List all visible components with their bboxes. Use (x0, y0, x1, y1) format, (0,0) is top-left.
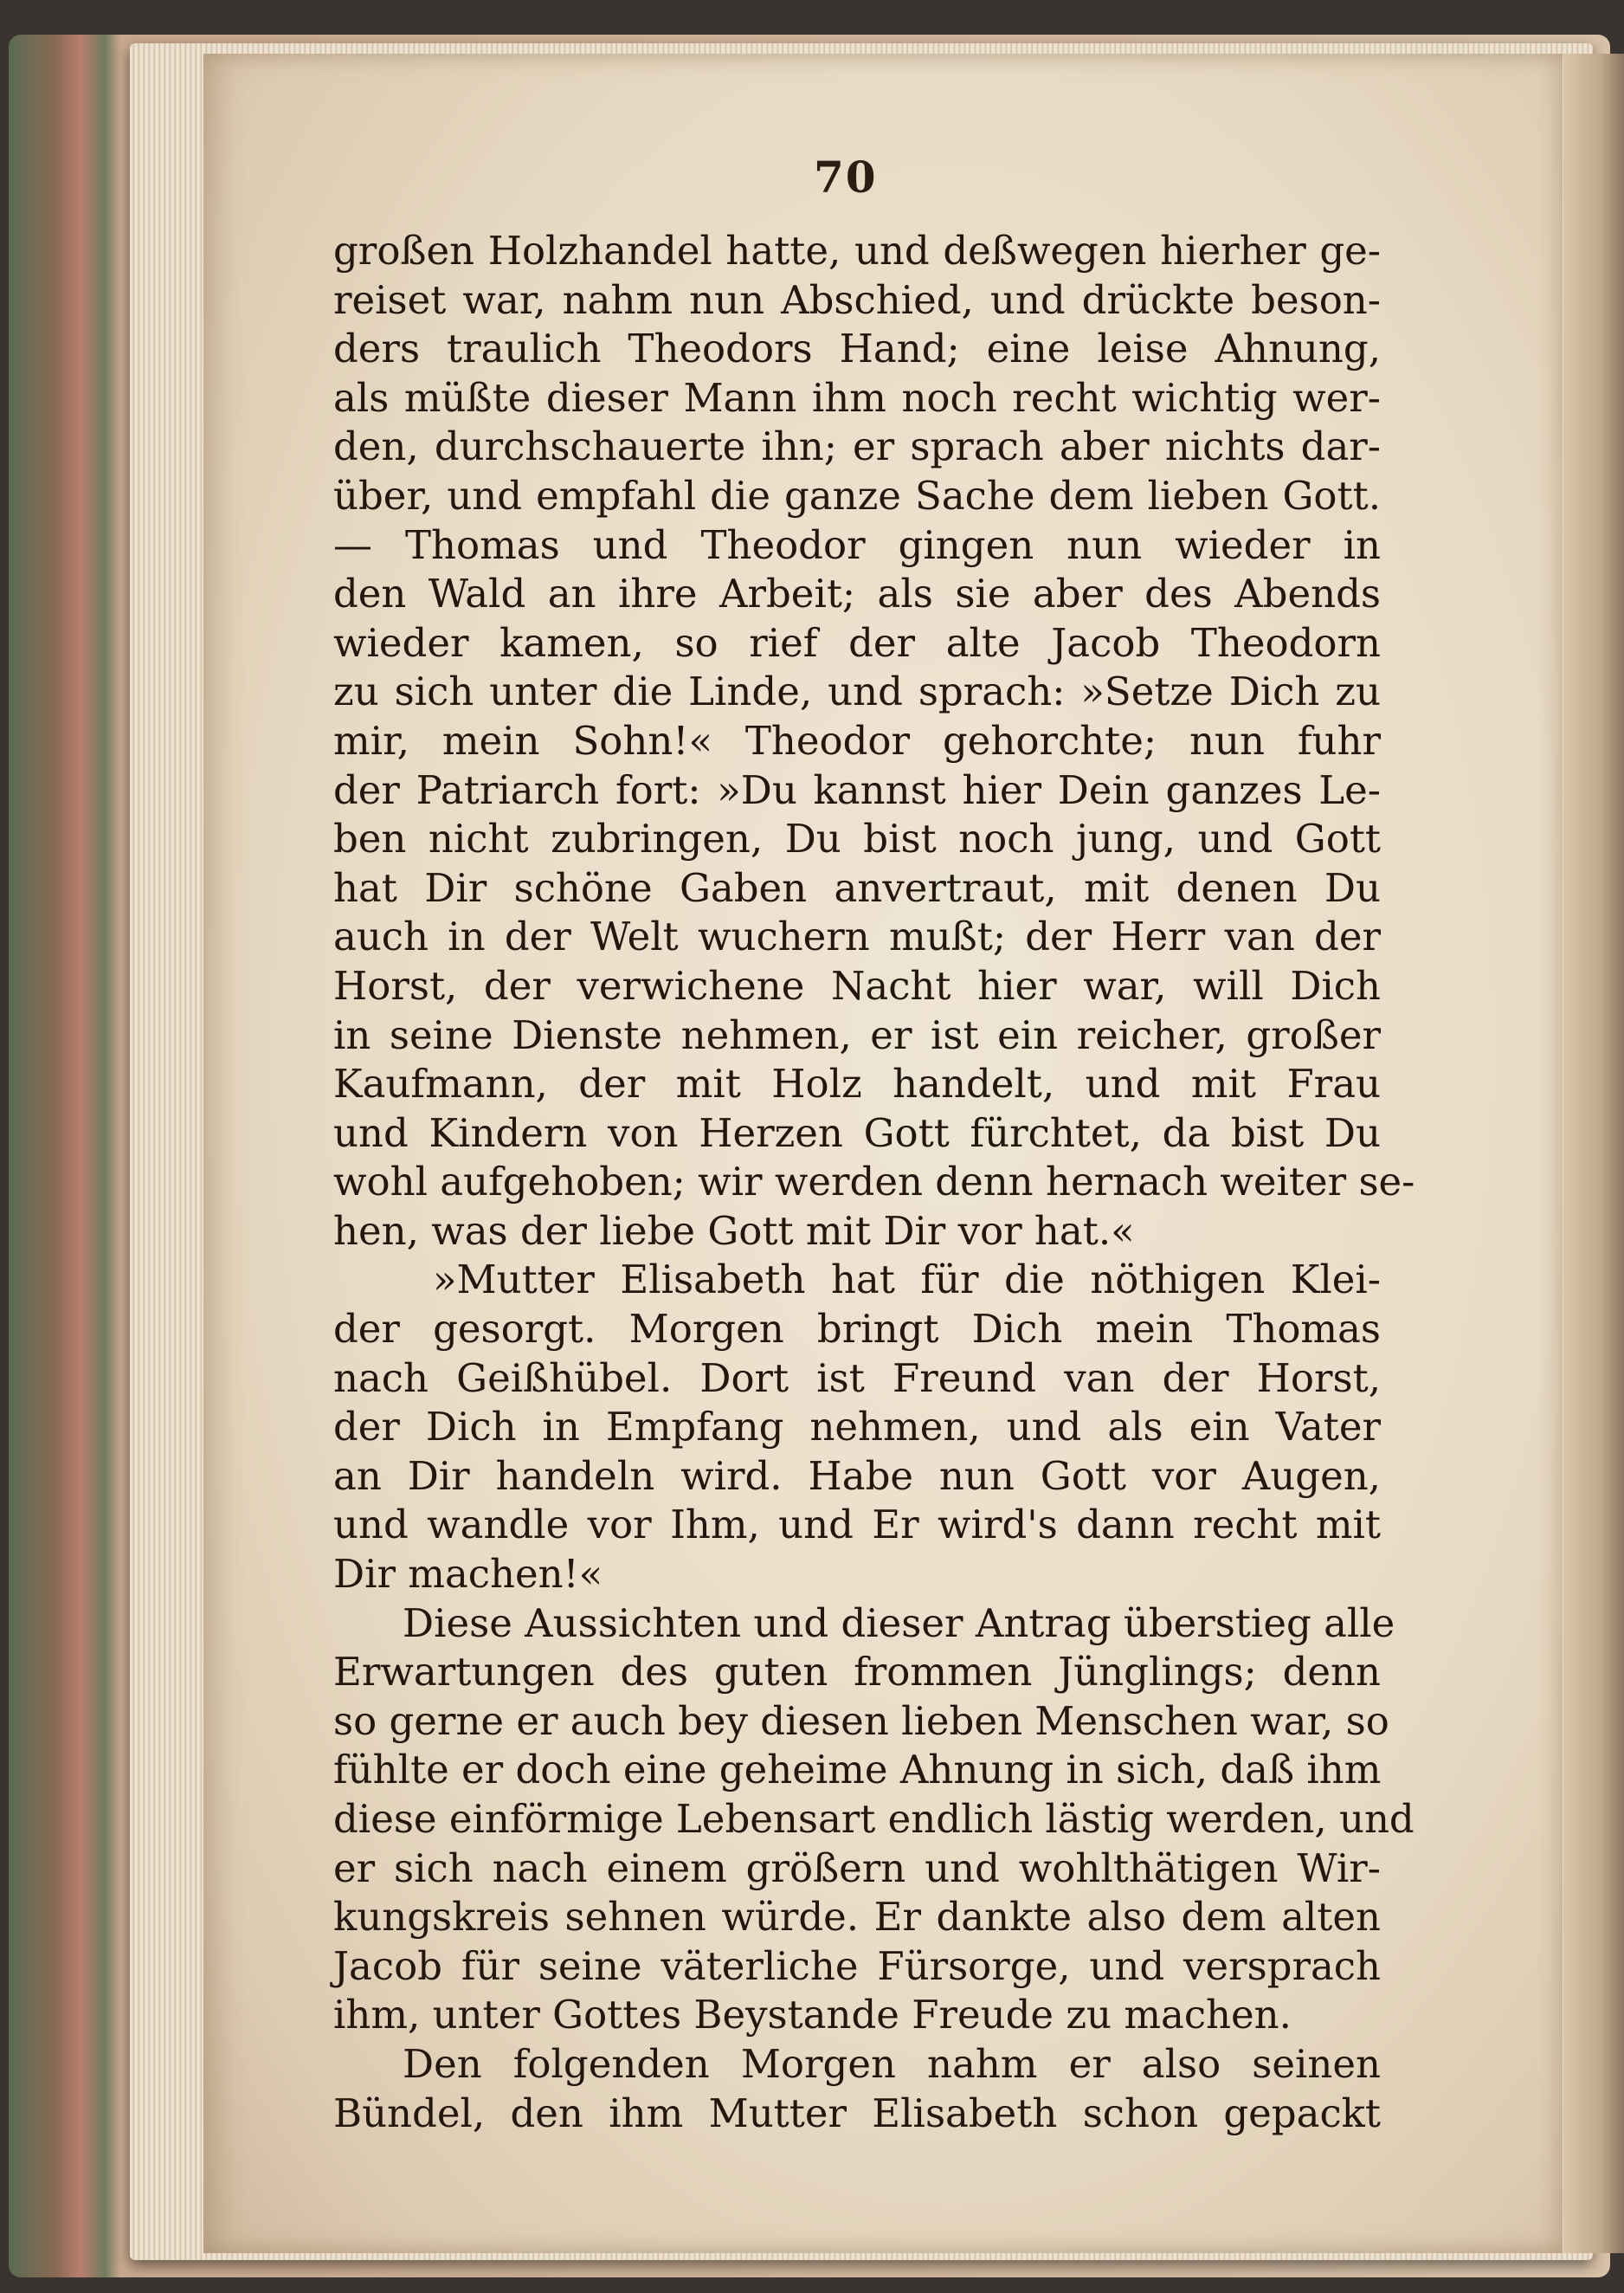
text-line: in seine Dienste nehmen, er ist ein reicher, großer (333, 1011, 1381, 1058)
text-line: über, und empfahl die ganze Sache dem lieben Gott. (333, 472, 1381, 519)
text-line: Kaufmann, der mit Holz handelt, und mit Frau (333, 1061, 1381, 1108)
text-line: mir, mein Sohn!« Theodor gehorchte; nun fuhr (333, 717, 1381, 764)
text-line: — Thomas und Theodor gingen nun wieder in (333, 521, 1381, 568)
text-line: so gerne er auch bey diesen lieben Menschen war, so (333, 1697, 1389, 1744)
text-line: Horst, der verwichene Nacht hier war, will Dich (333, 962, 1381, 1009)
text-line: auch in der Welt wuchern mußt; der Herr van der (333, 914, 1381, 960)
text-line: den Wald an ihre Arbeit; als sie aber des Abends (333, 571, 1381, 617)
text-line: kungskreis sehnen würde. Er dankte also dem alten (333, 1894, 1381, 1941)
text-line: hat Dir schöne Gaben anvertraut, mit denen Du (333, 864, 1381, 911)
text-line: diese einförmige Lebensart endlich lästig werden, und (333, 1796, 1415, 1842)
text-line: wieder kamen, so rief der alte Jacob Theodorn (333, 619, 1381, 666)
text-line: reiset war, nahm nun Abschied, und drückte beson- (333, 276, 1381, 323)
text-line: Jacob für seine väterliche Fürsorge, und versprach (333, 1942, 1381, 1989)
text-line: und wandle vor Ihm, und Er wird's dann recht mit (333, 1502, 1381, 1548)
text-line: ben nicht zubringen, Du bist noch jung, und Gott (333, 816, 1381, 862)
text-line: Dir machen!« (333, 1551, 603, 1598)
page-text (333, 227, 1415, 2138)
text-line: an Dir handeln wird. Habe nun Gott vor Augen, (333, 1452, 1381, 1499)
text-line: fühlte er doch eine geheime Ahnung in sich, daß ihm (333, 1747, 1382, 1793)
text-line: zu sich unter die Linde, und sprach: »Setze Dich zu (333, 669, 1381, 715)
text-line: Bündel, den ihm Mutter Elisabeth schon gepackt (333, 2090, 1381, 2136)
text-line: nach Geißhübel. Dort ist Freund van der Horst, (333, 1354, 1381, 1401)
text-line: ders traulich Theodors Hand; eine leise Ahnung, (333, 326, 1381, 372)
next-page-edge (1563, 54, 1624, 2253)
text-line: Den folgenden Morgen nahm er also seinen (403, 2040, 1381, 2087)
text-line: als müßte dieser Mann ihm noch recht wichtig wer- (333, 374, 1381, 421)
text-line: der Dich in Empfang nehmen, und als ein Vater (333, 1404, 1381, 1450)
text-line: der Patriarch fort: »Du kannst hier Dein ganzes Le- (333, 766, 1381, 813)
text-line: »Mutter Elisabeth hat für die nöthigen Klei- (433, 1256, 1381, 1303)
page-number: 70 (814, 152, 878, 203)
text-line: den, durchschauerte ihn; er sprach aber nichts dar- (333, 423, 1381, 470)
text-line: wohl aufgehoben; wir werden denn hernach weiter se- (333, 1159, 1415, 1205)
text-line: er sich nach einem größern und wohlthätigen Wir- (333, 1844, 1381, 1891)
text-line: großen Holzhandel hatte, und deßwegen hierher ge- (333, 228, 1381, 274)
text-line: ihm, unter Gottes Beystande Freude zu machen. (333, 1992, 1292, 2038)
text-line: der gesorgt. Morgen bringt Dich mein Thomas (333, 1306, 1381, 1353)
text-line: und Kindern von Herzen Gott fürchtet, da bist Du (333, 1109, 1381, 1156)
text-line: Diese Aussichten und dieser Antrag überstieg alle (403, 1599, 1395, 1646)
text-line: Erwartungen des guten frommen Jünglings; denn (333, 1649, 1381, 1696)
text-line: hen, was der liebe Gott mit Dir vor hat.« (333, 1207, 1135, 1254)
